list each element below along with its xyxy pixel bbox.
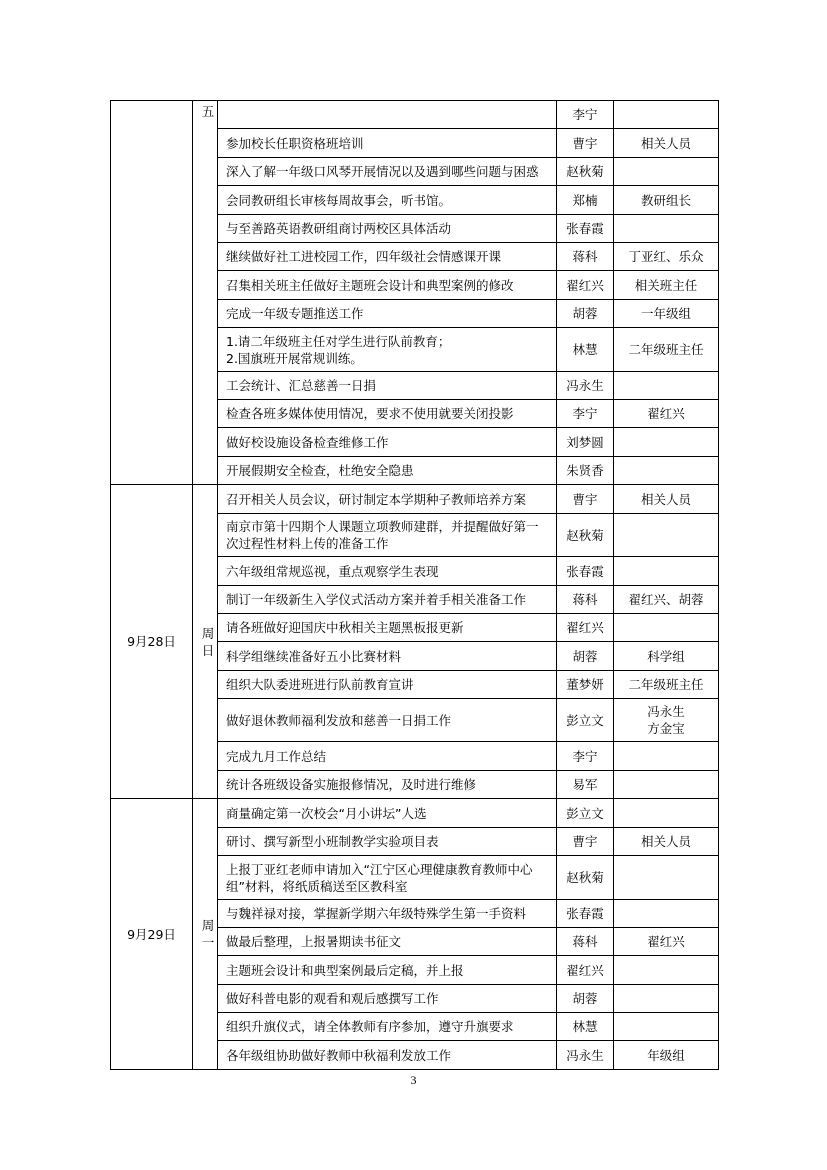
- coop-cell: 相关人员: [614, 828, 719, 856]
- task-cell: 召开相关人员会议，研讨制定本学期种子教师培养方案: [218, 485, 557, 514]
- person-cell: 蒋科: [557, 928, 614, 956]
- person-cell: 张春霞: [557, 900, 614, 928]
- person-cell: 冯永生: [557, 372, 614, 400]
- person-cell: 翟红兴: [557, 614, 614, 642]
- task-cell: 组织升旗仪式，请全体教师有序参加，遵守升旗要求: [218, 1013, 557, 1041]
- person-cell: 胡蓉: [557, 300, 614, 328]
- coop-cell: 翟红兴、胡蓉: [614, 586, 719, 614]
- coop-line: 方金宝: [647, 721, 685, 736]
- coop-cell: [614, 900, 719, 928]
- task-cell: 研讨、撰写新型小班制教学实验项目表: [218, 828, 557, 856]
- day-cell: 周一: [193, 799, 218, 1070]
- coop-cell: 丁亚红、乐众: [614, 243, 719, 271]
- person-cell: 赵秋菊: [557, 856, 614, 900]
- task-cell: 做好校设施设备检查维修工作: [218, 428, 557, 457]
- task-cell: 与至善路英语教研组商讨两校区具体活动: [218, 215, 557, 243]
- person-cell: 朱贤香: [557, 457, 614, 485]
- coop-cell: 教研组长: [614, 186, 719, 215]
- coop-cell: 二年级班主任: [614, 671, 719, 699]
- coop-cell: 一年级组: [614, 300, 719, 328]
- table-row: [111, 101, 719, 129]
- task-cell: 工会统计、汇总慈善一日捐: [218, 372, 557, 400]
- person-cell: 冯永生: [557, 1041, 614, 1070]
- person-cell: 曹宇: [557, 828, 614, 856]
- person-cell: 刘梦圆: [557, 428, 614, 457]
- task-cell: 继续做好社工进校园工作，四年级社会情感课开课: [218, 243, 557, 271]
- coop-cell: [614, 457, 719, 485]
- coop-cell: 年级组: [614, 1041, 719, 1070]
- task-cell: 科学组继续准备好五小比赛材料: [218, 642, 557, 671]
- person-cell: 翟红兴: [557, 271, 614, 300]
- task-cell: 组织大队委进班进行队前教育宣讲: [218, 671, 557, 699]
- task-cell: 完成九月工作总结: [218, 742, 557, 771]
- date-cell: 9月29日: [111, 799, 193, 1070]
- person-cell: 赵秋菊: [557, 514, 614, 557]
- task-cell: 与魏祥禄对接，掌握新学期六年级特殊学生第一手资料: [218, 900, 557, 928]
- task-cell: 召集相关班主任做好主题班会设计和典型案例的修改: [218, 271, 557, 300]
- schedule-table: [110, 100, 719, 1070]
- task-cell: 深入了解一年级口风琴开展情况以及遇到哪些问题与困惑: [218, 158, 557, 186]
- task-cell: 南京市第十四期个人课题立项教师建群，并提醒做好第一次过程性材料上传的准备工作: [218, 514, 557, 557]
- coop-cell: [614, 956, 719, 985]
- task-cell: 六年级组常规巡视，重点观察学生表现: [218, 557, 557, 586]
- task-cell: 统计各班级设备实施报修情况，及时进行维修: [218, 771, 557, 799]
- date-cell: 9月28日: [111, 485, 193, 799]
- person-cell: 彭立文: [557, 699, 614, 742]
- person-cell: 赵秋菊: [557, 158, 614, 186]
- coop-cell: [614, 742, 719, 771]
- task-cell: 请各班做好迎国庆中秋相关主题黑板报更新: [218, 614, 557, 642]
- task-cell: 开展假期安全检查，杜绝安全隐患: [218, 457, 557, 485]
- task-cell: 完成一年级专题推送工作: [218, 300, 557, 328]
- coop-cell: [614, 428, 719, 457]
- coop-cell: 科学组: [614, 642, 719, 671]
- person-cell: 李宁: [557, 400, 614, 428]
- task-cell: 主题班会设计和典型案例最后定稿，并上报: [218, 956, 557, 985]
- table-row: [111, 799, 719, 828]
- task-cell: 检查各班多媒体使用情况，要求不使用就要关闭投影: [218, 400, 557, 428]
- coop-cell: [614, 985, 719, 1013]
- coop-cell: [614, 557, 719, 586]
- coop-cell: 相关人员: [614, 129, 719, 158]
- date-cell: [111, 101, 193, 485]
- coop-cell: [614, 799, 719, 828]
- coop-cell: [614, 215, 719, 243]
- person-cell: 林慧: [557, 328, 614, 372]
- person-cell: 李宁: [557, 742, 614, 771]
- task-cell: [218, 328, 557, 372]
- person-cell: 郑楠: [557, 186, 614, 215]
- person-cell: 林慧: [557, 1013, 614, 1041]
- person-cell: 蒋科: [557, 586, 614, 614]
- task-cell: 做最后整理，上报暑期读书征文: [218, 928, 557, 956]
- person-cell: 李宁: [557, 101, 614, 129]
- person-cell: 曹宇: [557, 485, 614, 514]
- coop-cell: [614, 614, 719, 642]
- person-cell: 彭立文: [557, 799, 614, 828]
- coop-line: 冯永生: [647, 704, 685, 719]
- person-cell: 翟红兴: [557, 956, 614, 985]
- person-cell: 易军: [557, 771, 614, 799]
- task-cell: 商量确定第一次校会“月小讲坛”人选: [218, 799, 557, 828]
- coop-cell: 相关人员: [614, 485, 719, 514]
- day-cell: 周日: [193, 485, 218, 799]
- page-number: 3: [410, 1073, 417, 1087]
- task-cell: 制订一年级新生入学仪式活动方案并着手相关准备工作: [218, 586, 557, 614]
- coop-cell: [614, 514, 719, 557]
- coop-cell: 相关班主任: [614, 271, 719, 300]
- person-cell: 胡蓉: [557, 985, 614, 1013]
- coop-cell: [614, 856, 719, 900]
- task-line: 2.国旗班开展常规训练。: [226, 350, 363, 366]
- person-cell: 曹宇: [557, 129, 614, 158]
- table-row: [111, 485, 719, 514]
- task-cell: 做好科普电影的观看和观后感撰写工作: [218, 985, 557, 1013]
- coop-cell: [614, 771, 719, 799]
- day-cell: 五: [193, 101, 218, 485]
- task-cell: 各年级组协助做好教师中秋福利发放工作: [218, 1041, 557, 1070]
- coop-cell: [614, 699, 719, 742]
- task-cell: 参加校长任职资格班培训: [218, 129, 557, 158]
- task-line: 1.请二年级班主任对学生进行队前教育；: [226, 333, 451, 349]
- person-cell: 张春霞: [557, 215, 614, 243]
- coop-cell: [614, 372, 719, 400]
- coop-cell: [614, 158, 719, 186]
- coop-cell: 二年级班主任: [614, 328, 719, 372]
- person-cell: 胡蓉: [557, 642, 614, 671]
- coop-cell: 翟红兴: [614, 928, 719, 956]
- task-cell: 做好退休教师福利发放和慈善一日捐工作: [218, 699, 557, 742]
- person-cell: 蒋科: [557, 243, 614, 271]
- task-cell: [218, 101, 557, 129]
- task-cell: 会同教研组长审核每周故事会，听书馆。: [218, 186, 557, 215]
- task-cell: 上报丁亚红老师申请加入“江宁区心理健康教育教师中心组”材料，将纸质稿送至区教科室: [218, 856, 557, 900]
- coop-cell: [614, 101, 719, 129]
- person-cell: 董梦妍: [557, 671, 614, 699]
- coop-cell: [614, 1013, 719, 1041]
- coop-cell: 翟红兴: [614, 400, 719, 428]
- person-cell: 张春霞: [557, 557, 614, 586]
